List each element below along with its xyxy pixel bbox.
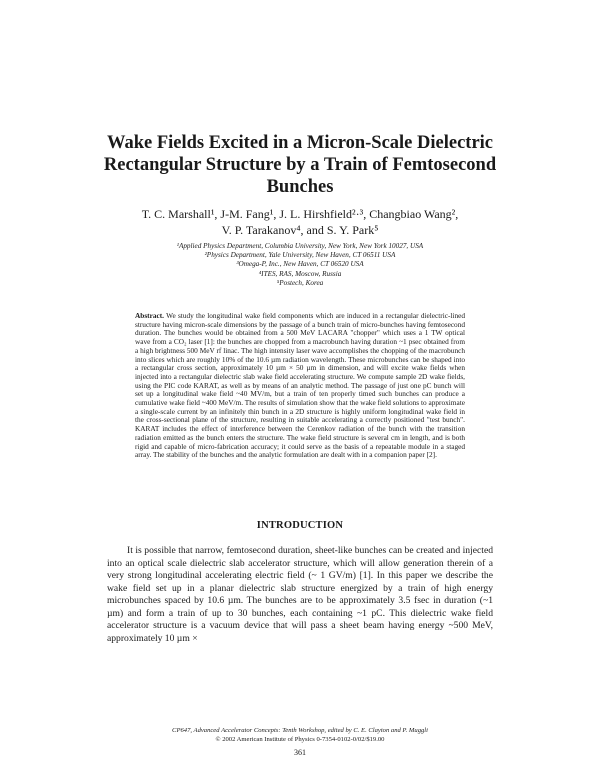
affiliation: ⁴ITES, RAS, Moscow, Russia xyxy=(258,269,342,278)
affiliation: ⁵Postech, Korea xyxy=(276,278,324,287)
author-line: V. P. Tarakanov⁴, and S. Y. Park⁵ xyxy=(221,223,379,237)
paper-title: Wake Fields Excited in a Micron-Scale Dielectric Rectangular Structure by a Train of Femtosecond Bunches xyxy=(103,133,497,197)
footer-copyright: © 2002 American Institute of Physics 0-7354-0102-0/02/$19.00 xyxy=(215,735,385,743)
footer-citation: CP647, Advanced Accelerator Concepts: Tenth Workshop, edited by C. E. Clayton and P. Muggli xyxy=(172,727,428,734)
affiliation: ¹Applied Physics Department, Columbia University, New York, New York 10027, USA xyxy=(176,242,424,250)
affiliation: ³Omega-P, Inc., New Haven, CT 06520 USA xyxy=(236,260,364,269)
abstract xyxy=(135,312,465,460)
affiliation: ²Physics Department, Yale University, New Haven, CT 06511 USA xyxy=(204,251,396,260)
introduction-paragraph: It is possible that narrow, femtosecond duration, sheet-like bunches can be created and injected into an optical scale dielectric slab accelerator structure, which will allow generation therein of a very strong longitudinal accelerating electric field (~ 1 GV/m) [1]. In this paper we describe the wake field set up in a planar dielectric slab structure energized by a train of high energy microbunches spaced by 10.6 µm. The bunches are to be approximately 3.5 fsec in duration (~1 µm) and form a train of up to 30 bunches, each containing ~1 pC. This dielectric wake field accelerator structure is a vacuum device that will pass a sheet beam having energy ~500 MeV, approximately 10 µm × xyxy=(107,545,493,644)
abstract-label: Abstract. xyxy=(135,311,164,320)
author-list xyxy=(90,206,510,238)
author-line: T. C. Marshall¹, J-M. Fang¹, J. L. Hirshfield²·³, Changbiao Wang², xyxy=(141,207,459,221)
page-number: 361 xyxy=(294,748,306,757)
page-footer xyxy=(100,727,500,744)
section-heading: INTRODUCTION xyxy=(256,520,344,531)
affiliations xyxy=(90,242,510,288)
abstract-text: We study the longitudinal wake field components which are induced in a rectangular dielectric-lined structure having micron-scale dimensions by the passage of a bunch train of micro-bunches having femtosecond duration. The bunches would be obtained from a 500 MeV LACARA "chopper" which uses a 1 TW optical wave from a CO₂ laser [1]: the bunches are chopped from a macrobunch having duration ~1 psec obtained from a high brightness 500 MeV rf linac. The high intensity laser wave accomplishes the chopping of the macrobunch into slices which are roughly 10% of the 10.6 µm radiation wavelength. These microbunches can be shaped into a rectangular cross section, approximately 10 µm × 50 µm in dimension, and will excite wake fields when injected into a rectangular dielectric slab wake field accelerating structure. We compute sample 2D wake fields, using the PIC code KARAT, as well as by means of an analytic method. The passage of just one pC bunch will set up a longitudinal wake field ~40 MV/m, but a train of ten properly timed such bunches can produce a cumulative wake field ~400 MeV/m. The results of simulation show that the wake field solutions to approximate a single-scale current by an infinitely thin bunch in a 2D structure is highly uniform longitudinal wake field in the cross-sectional plane of the structure, resulting in suitable accelerating a correctly positioned "test bunch". KARAT includes the effect of interference between the Cerenkov radiation of the bunch with the transition radiation emitted as the bunch enters the structure. The wake field structure is several cm in length, and is both rigid and capable of micro-fabrication accuracy; it could serve as the basis of a repeatable module in a staged array. The stability of the bunches and the analytic formulation are dealt with in a companion paper [2]. xyxy=(135,311,465,460)
